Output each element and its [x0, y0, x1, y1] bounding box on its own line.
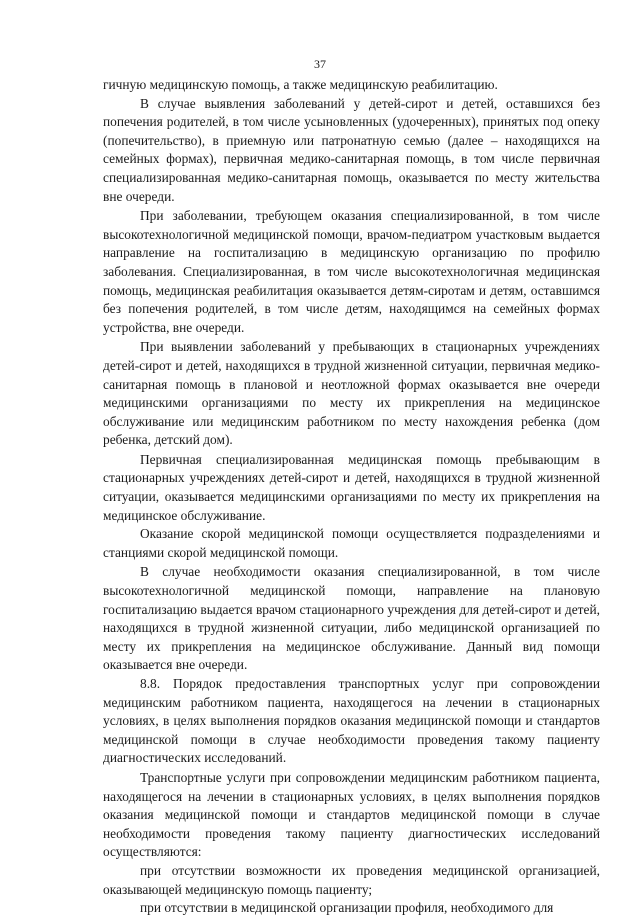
paragraph: гичную медицинскую помощь, а также медицинскую реабилитацию.	[103, 77, 498, 92]
list-item: при отсутствии возможности их проведения медицинской организацией, оказывающей медицинскую помощь пациенту;	[103, 862, 600, 897]
paragraph: При заболевании, требующем оказания специализированной, в том числе высокотехнологичной медицинской помощи, врачом-педиатром участковым выдается направление на госпитализацию в медицинскую организацию по профилю заболевания. Специализированная, в том числе высокотехнологичная медицинская помощь, медицинская реабилитация оказывается детям-сиротам и детям, оставшимся без попечения родителей, в том числе детям, находящимся на семейных формах устройства, вне очереди.	[103, 208, 600, 335]
paragraph: При выявлении заболеваний у пребывающих в стационарных учреждениях детей-сирот и детей, находящихся в трудной жизненной ситуации, первичная медико-санитарная помощь в плановой и неотложной формах оказывается вне очереди медицинскими организациями по месту их прикрепления на медицинское обслуживание или медицинским работником по месту нахождения ребенка (дом ребенка, детский дом).	[103, 339, 600, 448]
paragraph: Транспортные услуги при сопровождении медицинским работником пациента, находящегося на лечении в стационарных условиях, в целях выполнения порядков оказания медицинской помощи и стандартов медицинской помощи в случае необходимости проведения такому пациенту диагностических исследований осуществляются:	[103, 769, 600, 860]
document-body	[103, 76, 600, 918]
page-number: 37	[314, 57, 326, 71]
paragraph: В случае необходимости оказания специализированной, в том числе высокотехнологичной медицинской помощи, направление на плановую госпитализацию выдается врачом стационарного учреждения для детей-сирот и детей, находящихся в трудной жизненной ситуации, либо медицинской организацией по месту их прикрепления на медицинское обслуживание. Данный вид помощи оказывается вне очереди.	[103, 564, 600, 673]
paragraph: В случае выявления заболеваний у детей-сирот и детей, оставшихся без попечения родителей, в том числе усыновленных (удочеренных), принятых под опеку (попечительство), в приемную или патронатную семью (далее – находящихся на семейных формах), первичная медико-санитарная помощь, в том числе первичная специализированная медико-санитарная помощь, оказывается по месту жительства вне очереди.	[103, 95, 600, 204]
paragraph: Оказание скорой медицинской помощи осуществляется подразделениями и станциями скорой медицинской помощи.	[103, 526, 600, 560]
section-heading-8-8: 8.8. Порядок предоставления транспортных услуг при сопровождении медицинским работником пациента, находящегося на лечении в стационарных условиях, в целях выполнения порядков оказания медицинской помощи и стандартов медицинской помощи в случае необходимости проведения такому пациенту диагностических исследований.	[103, 676, 600, 766]
list-item: при отсутствии в медицинской организации профиля, необходимого для	[140, 900, 554, 916]
paragraph: Первичная специализированная медицинская помощь пребывающим в стационарных учреждениях детей-сирот и детей, находящихся в трудной жизненной ситуации, оказывается медицинскими организациями по месту их прикрепления на медицинское обслуживание.	[103, 451, 600, 523]
